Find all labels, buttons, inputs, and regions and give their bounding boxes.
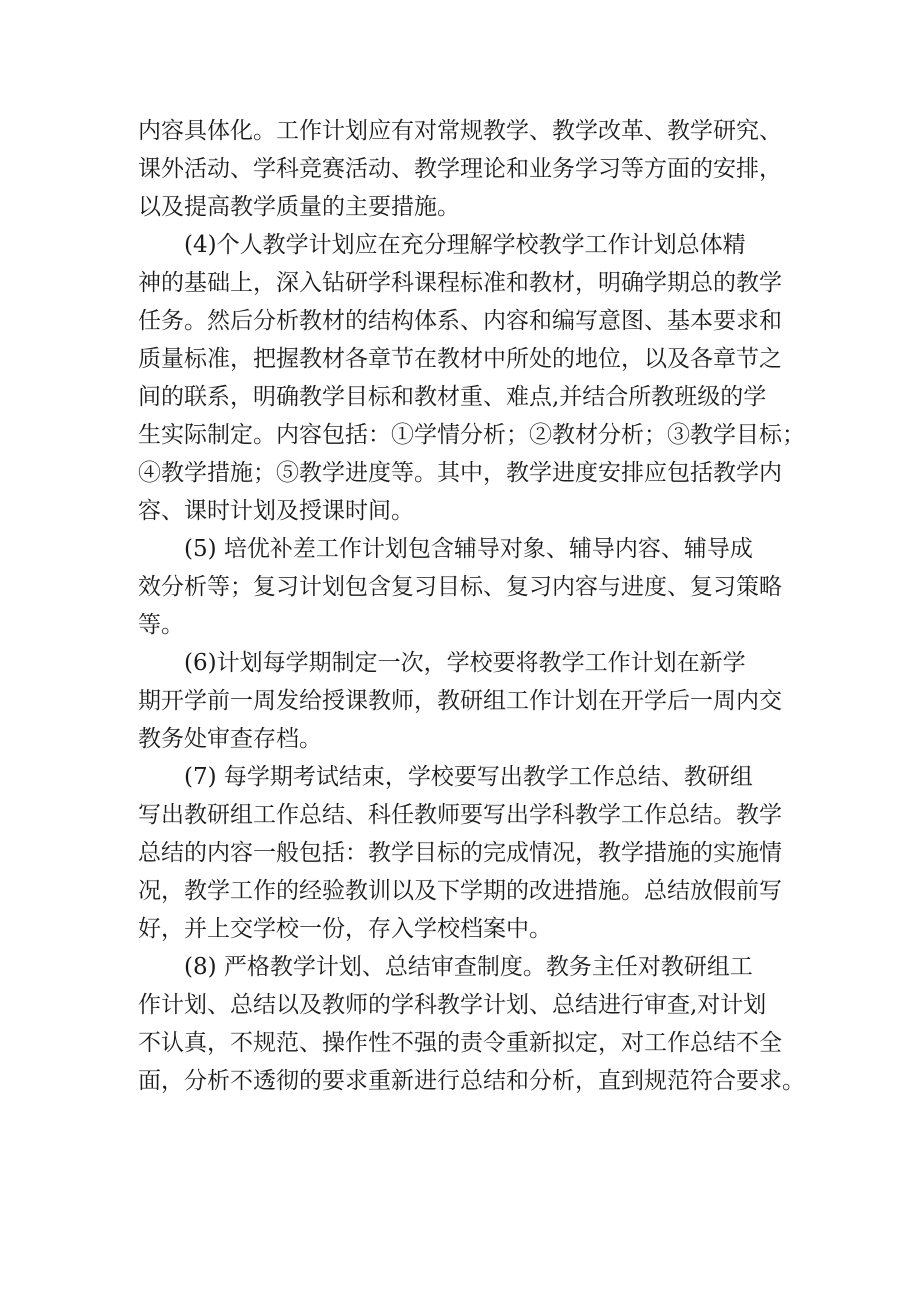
text-line: (8) 严格教学计划、总结审查制度。教务主任对教研组工 — [184, 954, 753, 980]
paragraph-continued — [138, 112, 798, 226]
text-line: 容、课时计划及授课时间。 — [138, 498, 414, 524]
text-line: 内容具体化。工作计划应有对常规教学、教学改革、教学研究、 — [138, 118, 782, 144]
text-line: (4)个人教学计划应在充分理解学校教学工作计划总体精 — [184, 232, 746, 258]
paragraph-5 — [138, 530, 798, 644]
text-line: 期开学前一周发给授课教师，教研组工作计划在开学后一周内交 — [138, 688, 782, 714]
text-line: 以及提高教学质量的主要措施。 — [138, 194, 460, 220]
paragraph-8 — [138, 948, 805, 1100]
text-line: ④教学措施；⑤教学进度等。其中，教学进度安排应包括教学内 — [138, 460, 782, 486]
text-line: 生实际制定。内容包括：①学情分析；②教材分析；③教学目标； — [138, 422, 805, 448]
paragraph-4 — [138, 226, 805, 530]
document-body — [138, 112, 805, 1100]
text-line: 等。 — [138, 612, 184, 638]
paragraph-6 — [138, 644, 798, 758]
text-line: 效分析等；复习计划包含复习目标、复习内容与进度、复习策略 — [138, 574, 782, 600]
text-line: 作计划、总结以及教师的学科教学计划、总结进行审查,对计划 — [138, 992, 767, 1018]
text-line: 面，分析不透彻的要求重新进行总结和分析，直到规范符合要求。 — [138, 1068, 805, 1094]
text-line: (5) 培优补差工作计划包含辅导对象、辅导内容、辅导成 — [184, 536, 753, 562]
text-line: 写出教研组工作总结、科任教师要写出学科教学工作总结。教学 — [138, 802, 782, 828]
text-line: 课外活动、学科竞赛活动、教学理论和业务学习等方面的安排， — [138, 156, 782, 182]
text-line: 况，教学工作的经验教训以及下学期的改进措施。总结放假前写 — [138, 878, 782, 904]
text-line: 不认真，不规范、操作性不强的责令重新拟定，对工作总结不全 — [138, 1030, 782, 1056]
text-line: 总结的内容一般包括：教学目标的完成情况，教学措施的实施情 — [138, 840, 782, 866]
text-line: 间的联系，明确教学目标和教材重、难点,并结合所教班级的学 — [138, 384, 767, 410]
text-line: (7) 每学期考试结束，学校要写出教学工作总结、教研组 — [184, 764, 753, 790]
paragraph-7 — [138, 758, 798, 948]
text-line: 质量标准，把握教材各章节在教材中所处的地位，以及各章节之 — [138, 346, 782, 372]
text-line: (6)计划每学期制定一次，学校要将教学工作计划在新学 — [184, 650, 746, 676]
text-line: 好，并上交学校一份，存入学校档案中。 — [138, 916, 552, 942]
text-line: 神的基础上，深入钻研学科课程标准和教材，明确学期总的教学 — [138, 270, 782, 296]
text-line: 任务。然后分析教材的结构体系、内容和编写意图、基本要求和 — [138, 308, 782, 334]
text-line: 教务处审查存档。 — [138, 726, 322, 752]
